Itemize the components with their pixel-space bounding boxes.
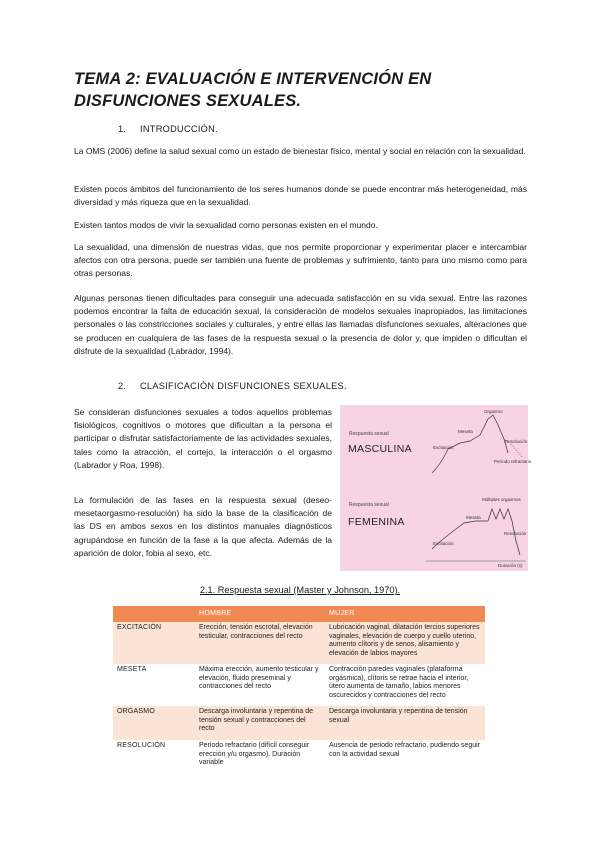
paragraph: La formulación de las fases en la respuesta sexual (deseo-mesetaorgasmo-resolución) ha sido la base de la clasificación de las DS en ambos sexos en los distintos manuales diagnósticos agrupándose en función de la fase a la que afecta. Además de la aparición de dolor, fobia al sexo, etc.	[74, 495, 332, 558]
paragraph: Algunas personas tienen dificultades para conseguir una adecuada satisfacción en su vida sexual. Entre las razones podemos encontrar la falta de educación sexual, la consideración de modelos sexuales inapropiados, las limitaciones personales o las constricciones sociales y culturales, y entre ellas las llamadas disfunciones sexuales, alteraciones que se producen en cualquiera de las fases de la respuesta sexual o la presencia de dolor y, que impiden o dificultan el disfrute de la sexualidad (Labrador, 1994).	[74, 293, 527, 356]
female-phase-label: Meseta	[466, 515, 481, 520]
sexual-response-table	[113, 606, 485, 774]
female-cell: Lubricación vaginal, dilatación tercios superiores vaginales, elevación de cuerpo y cuello uterino, aumento clítoris y de senos, alisamiento y elevación de labios mayores	[325, 622, 485, 664]
page-title: TEMA 2: EVALUACIÓN E INTERVENCIÓN EN DISFUNCIONES SEXUALES.	[74, 70, 432, 110]
phase-cell: EXCITACIÓN	[113, 622, 195, 664]
male-phase-label: Excitación	[433, 445, 454, 450]
table-row	[113, 664, 485, 706]
female-cell: Ausencia de periodo refractario, pudiendo seguir con la actividad sexual	[325, 740, 485, 774]
male-phase-label: Meseta	[458, 429, 473, 434]
male-phase-label: Orgasmo	[484, 409, 503, 414]
column-header: HOMBRE	[195, 606, 325, 622]
paragraph: La sexualidad, una dimensión de nuestras vidas, que nos permite proporcionar y experimentar placer e intercambiar afectos con otra persona, puede ser también una fuente de problemas y sufrimiento, tanto para uno mismo como para otras personas.	[74, 242, 527, 279]
column-header: MUJER	[325, 606, 485, 622]
sexual-response-figure	[340, 405, 532, 571]
axis-label: Duración (s)	[498, 563, 523, 568]
female-phase-label: Excitación	[433, 541, 454, 546]
section-heading-clasificacion	[118, 381, 347, 391]
female-cell: Contracción paredes vaginales (plataforma orgásmica), clítoris se retrae hacia el interior, útero aumenta de tamaño, labios menores oscurecidos y contracciones del recto	[325, 664, 485, 706]
male-cell: Descarga involuntaria y repentina de tensión sexual y contracciones del recto	[195, 706, 325, 740]
phase-cell: RESOLUCIÓN	[113, 740, 195, 774]
table-caption: 2.1. Respuesta sexual (Master y Johnson, 1970).	[199, 585, 401, 595]
table-row	[113, 740, 485, 774]
phase-cell: MESETA	[113, 664, 195, 706]
paragraph: Se consideran disfunciones sexuales a todos aquellos problemas fisiológicos, cognitivos o motores que dificultan a la persona el participar o disfrutar satisfactoriamente de las actividades sexuales, tales como la atracción, el cortejo, la interacción o el orgasmo (Labrador y Roa, 1998).	[74, 407, 332, 470]
male-cell: Periodo refractario (difícil conseguir erección y/u orgasmo). Duración variable	[195, 740, 325, 774]
paragraph: Existen tantos modos de vivir la sexualidad como personas existen en el mundo.	[74, 220, 378, 230]
male-cell: Erección, tensión escrotal, elevación testicular, contracciones del recto	[195, 622, 325, 664]
column-header	[113, 606, 195, 622]
female-phase-label: Resolución	[504, 531, 527, 536]
male-caption: Respuesta sexual	[349, 431, 389, 437]
section-title: CLASIFICACIÓN DISFUNCIONES SEXUALES.	[140, 381, 347, 391]
male-cell: Máxima erección, aumento testicular y elevación, fluido preseminal y contracciones del recto	[195, 664, 325, 706]
female-cell: Descarga involuntaria y repentina de tensión sexual	[325, 706, 485, 740]
section-number: 1.	[118, 124, 127, 134]
table-row	[113, 706, 485, 740]
response-curves	[340, 405, 528, 571]
male-response-curve	[432, 415, 508, 473]
male-phase-label: Período refractario	[494, 459, 532, 464]
phase-cell: ORGASMO	[113, 706, 195, 740]
section-heading-introduccion	[118, 124, 218, 134]
section-title: INTRODUCCIÓN.	[140, 124, 218, 134]
table-header-row	[113, 606, 485, 622]
female-caption: Respuesta sexual	[349, 502, 389, 508]
paragraph: La OMS (2006) define la salud sexual como un estado de bienestar físico, mental y social en relación con la sexualidad.	[74, 146, 526, 156]
paragraph: Existen pocos ámbitos del funcionamiento de los seres humanos donde se puede encontrar más heterogeneidad, más diversidad y más riqueza que en la sexualidad.	[74, 184, 527, 208]
male-label: MASCULINA	[348, 443, 412, 455]
table-row	[113, 622, 485, 664]
female-phase-label: Múltiples orgasmos	[482, 497, 521, 502]
male-phase-label: Resolución	[505, 439, 528, 444]
female-label: FEMENINA	[348, 516, 405, 528]
section-number: 2.	[118, 381, 127, 391]
